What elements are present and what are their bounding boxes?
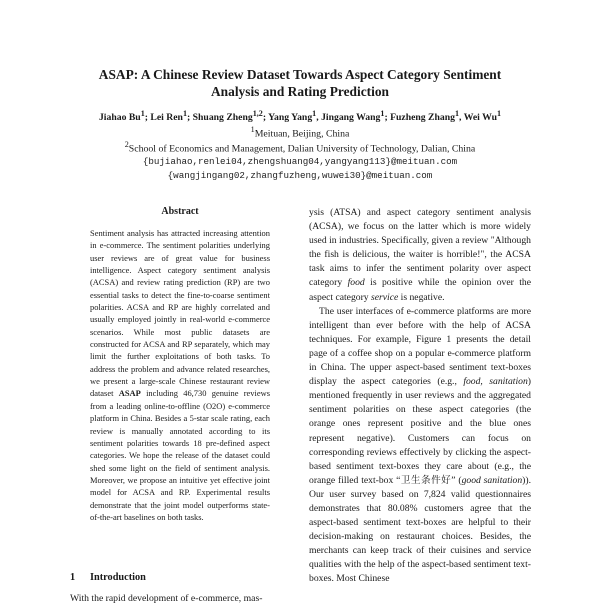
title-line-1: ASAP: A Chinese Review Dataset Towards Aspect Category Sentiment: [98, 67, 502, 82]
abstract-heading: Abstract: [161, 206, 199, 217]
author: Fuzheng Zhang$^1$,: [390, 109, 464, 124]
chinese-text: 卫生条件好: [400, 474, 452, 486]
right-column-text: [309, 206, 531, 587]
paper-title: [40, 66, 560, 100]
author: Jingang Wang$^1$;: [321, 109, 391, 124]
affiliation-2: $^2$School of Economics and Management, Dalian University of Technology, Dalian, China: [124, 140, 476, 155]
author: Shuang Zheng$^{1,2}$;: [192, 109, 269, 124]
affiliation-1: $^1$Meituan, Beijing, China: [250, 125, 350, 140]
title-line-2: Analysis and Rating Prediction: [211, 84, 389, 99]
email-line-1[interactable]: {bujiahao,renlei04,zhengshuang04,yangyang113}@meituan.com: [142, 156, 458, 167]
paragraph: ysis (ATSA) and aspect category sentiment analysis (ACSA), we focus on the latter which is more widely used in industries. Specifically, given a review "Although the fish is delicious, the waiter is horrible!", the ACSA task aims to infer the sentiment polarity over aspect category food is positive while the opinion over the aspect category service is negative.: [309, 207, 532, 303]
author: Lei Ren$^1$;: [150, 109, 193, 124]
author: Wei Wu$^1$: [463, 109, 502, 124]
dataset-name: ASAP: [118, 388, 141, 399]
intro-text-start: With the rapid development of e-commerce, mas-: [70, 593, 263, 604]
paragraph: The user interfaces of e-commerce platforms are more intelligent than ever before with the help of ACSA techniques. For example, Figure 1 presents the detail page of a coffee shop on a popular e-commerce platform in China. The upper aspect-based sentiment text-boxes display the aspect categories (e.g., food, sanitation) mentioned frequently in user reviews and the aggregated sentiment polarities on these aspect categories (the orange ones represent positive and the blue ones represent negative). Customers can focus on corresponding reviews effectively by clicking the aspect-based sentiment text-boxes they care about (e.g., the orange filled text-box “卫生条件好” (good sanitation)). Our user survey based on 7,824 valid questionnaires demonstrates that 80.08% customers agree that the aspect-based sentiment text-boxes are helpful to their decision-making on restaurant choices. Besides, the merchants can keep track of their cuisines and service qualities with the help of the aspect-based sentiment text-boxes. Most Chinese: [309, 305, 531, 585]
author: Yang Yang$^1$,: [268, 109, 322, 124]
section-heading-introduction: 1 Introduction: [70, 572, 146, 583]
email-line-2[interactable]: {wangjingang02,zhangfuzheng,wuwei30}@meituan.com: [167, 170, 433, 181]
author-list: [20, 109, 580, 123]
author: Jiahao Bu$^1$;: [98, 109, 151, 124]
abstract-body: Sentiment analysis has attracted increasing attention in e-commerce. The sentiment polarities underlying user reviews are of great value for business intelligence. Aspect category sentiment analysis (ACSA) and review rating prediction (RP) are two essential tasks to detect the fine-to-coarse sentiment polarities. ACSA and RP are highly correlated and usually employed jointly in real-world e-commerce scenarios. While most public datasets are constructed for ACSA and RP separately, which may limit the further exploitations of both tasks. To address the problem and advance related researches, we present a large-scale Chinese restaurant review dataset ASAP including 46,730 genuine reviews from a leading online-to-offline (O2O) e-commerce platform in China. Besides a 5-star scale rating, each review is manually annotated according to its sentiment polarities towards 18 pre-defined aspect categories. We hope the release of the dataset could shed some light on the field of sentiment analysis. Moreover, we propose an intuitive yet effective joint model for ACSA and RP. Experimental results demonstrate that the joint model outperforms state-of-the-art baselines on both tasks.: [90, 228, 270, 522]
